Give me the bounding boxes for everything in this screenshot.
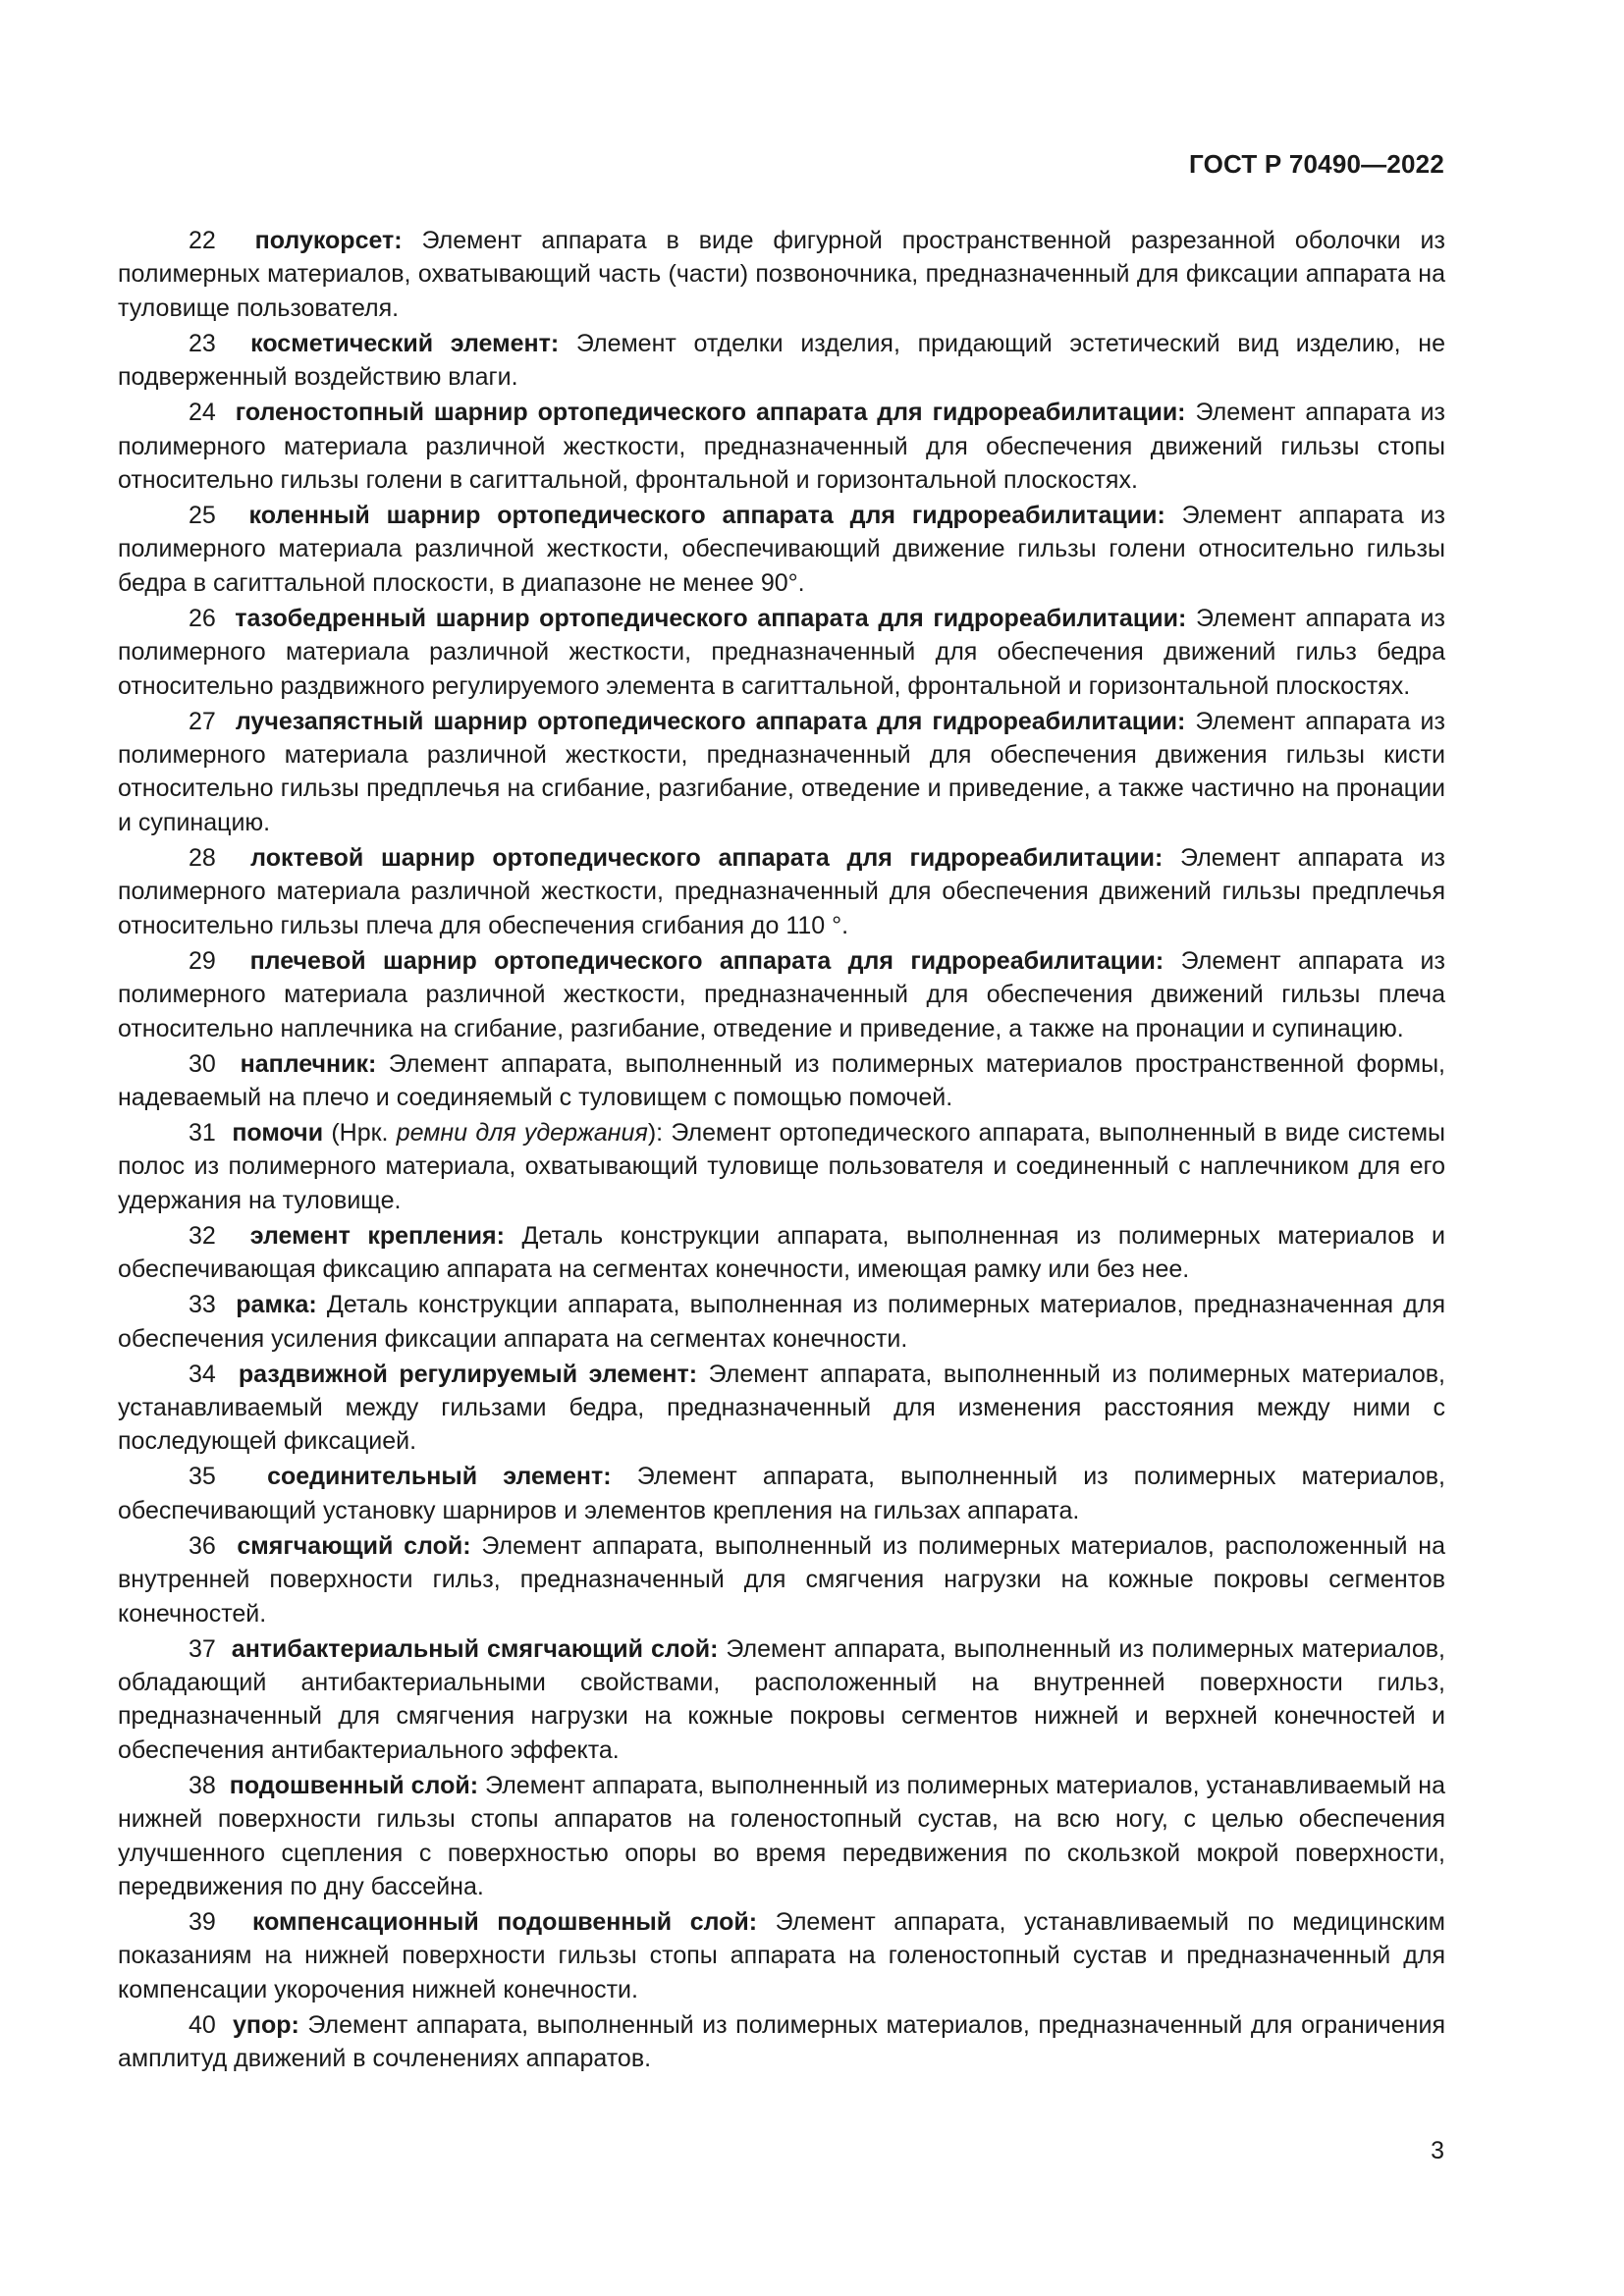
term-23: 23 косметический элемент: Элемент отделки изделия, придающий эстетический вид изделию, не подверженный воздействию влаги.	[118, 329, 1445, 392]
term-22: 22 полукорсет: Элемент аппарата в виде фигурной пространственной разрезанной оболочки из полимерных материалов, охватывающий часть (части) позвоночника, предназначенный для фиксации аппарата на туловище пользователя.	[118, 227, 1445, 322]
term-38: 38 подошвенный слой: Элемент аппарата, выполненный из полимерных материалов, устанавливаемый на нижней поверхности гильзы стопы аппаратов на голеностопный сустав, на всю ногу, с целью обеспечения улучшенного сцепления с поверхностью опоры во время передвижения по скользкой мокрой поверхности, передвижения по дну бассейна.	[118, 1771, 1445, 1900]
term-33: 33 рамка: Деталь конструкции аппарата, выполненная из полимерных материалов, предназначенная для обеспечения усиления фиксации аппарата на сегментах конечности.	[118, 1291, 1445, 1353]
page-number: 3	[1431, 2137, 1444, 2164]
term-36: 36 смягчающий слой: Элемент аппарата, выполненный из полимерных материалов, расположенный на внутренней поверхности гильз, предназначенный для смягчения нагрузки на кожные покровы сегментов конечностей.	[118, 1531, 1445, 1628]
term-30: 30 наплечник: Элемент аппарата, выполненный из полимерных материалов пространственной формы, надеваемый на плечо и соединяемый с туловищем с помощью помочей.	[118, 1049, 1445, 1111]
term-28: 28 локтевой шарнир ортопедического аппарата для гидрореабилитации: Элемент аппарата из полимерного материала различной жесткости, предназначенный для обеспечения движений гильзы предплечья относительно гильзы плеча для обеспечения сгибания до 110 °.	[118, 843, 1445, 939]
term-37: 37 антибактериальный смягчающий слой: Элемент аппарата, выполненный из полимерных материалов, обладающий антибактериальными свойствами, расположенный на внутренней поверхности гильз, предназначенный для смягчения нагрузки на кожные покровы сегментов нижней и верхней конечностей и обеспечения антибактериального эффекта.	[118, 1634, 1445, 1764]
term-35: 35 соединительный элемент: Элемент аппарата, выполненный из полимерных материалов, обеспечивающий установку шарниров и элементов крепления на гильзах аппарата.	[118, 1463, 1446, 1524]
term-32: 32 элемент крепления: Деталь конструкции аппарата, выполненная из полимерных материалов и обеспечивающая фиксацию аппарата на сегментах конечности, имеющая рамку или без нее.	[118, 1221, 1445, 1284]
terms-list	[118, 224, 1445, 2077]
term-31: 31 помочи (Нрк. ремни для удержания): Элемент ортопедического аппарата, выполненный в виде системы полос из полимерного материала, охватывающий туловище пользователя и соединенный с наплечником для его удержания на туловище.	[118, 1118, 1445, 1214]
term-40: 40 упор: Элемент аппарата, выполненный из полимерных материалов, предназначенный для ограничения амплитуд движений в сочленениях аппаратов.	[118, 2010, 1445, 2073]
standard-code: ГОСТ Р 70490—2022	[1189, 149, 1444, 179]
term-27: 27 лучезапястный шарнир ортопедического аппарата для гидрореабилитации: Элемент аппарата из полимерного материала различной жесткости, предназначенный для обеспечения движения гильзы кисти относительно гильзы предплечья на сгибание, разгибание, отведение и приведение, а также частично на пронации и супинацию.	[118, 707, 1445, 836]
term-34: 34 раздвижной регулируемый элемент: Элемент аппарата, выполненный из полимерных материалов, устанавливаемый между гильзами бедра, предназначенный для изменения расстояния между ними с последующей фиксацией.	[118, 1360, 1445, 1456]
term-25: 25 коленный шарнир ортопедического аппарата для гидрореабилитации: Элемент аппарата из полимерного материала различной жесткости, обеспечивающий движение гильзы голени относительно гильзы бедра в сагиттальной плоскости, в диапазоне не менее 90°.	[118, 502, 1445, 597]
term-24: 24 голеностопный шарнир ортопедического аппарата для гидрореабилитации: Элемент аппарата из полимерного материала различной жесткости, предназначенный для обеспечения движений гильзы стопы относительно гильзы голени в сагиттальной, фронтальной и горизонтальной плоскостях.	[118, 399, 1445, 495]
term-39: 39 компенсационный подошвенный слой: Элемент аппарата, устанавливаемый по медицинским показаниям на нижней поверхности гильзы стопы аппарата на голеностопный сустав и предназначенный для компенсации укорочения нижней конечности.	[118, 1908, 1445, 2003]
term-29: 29 плечевой шарнир ортопедического аппарата для гидрореабилитации: Элемент аппарата из полимерного материала различной жесткости, предназначенный для обеспечения движений гильзы плеча относительно наплечника на сгибание, разгибание, отведение и приведение, а также на пронации и супинацию.	[118, 946, 1445, 1042]
term-26: 26 тазобедренный шарнир ортопедического аппарата для гидрореабилитации: Элемент аппарата из полимерного материала различной жесткости, предназначенный для обеспечения движений гильз бедра относительно раздвижного регулируемого элемента в сагиттальной, фронтальной и горизонтальной плоскостях.	[118, 604, 1445, 700]
